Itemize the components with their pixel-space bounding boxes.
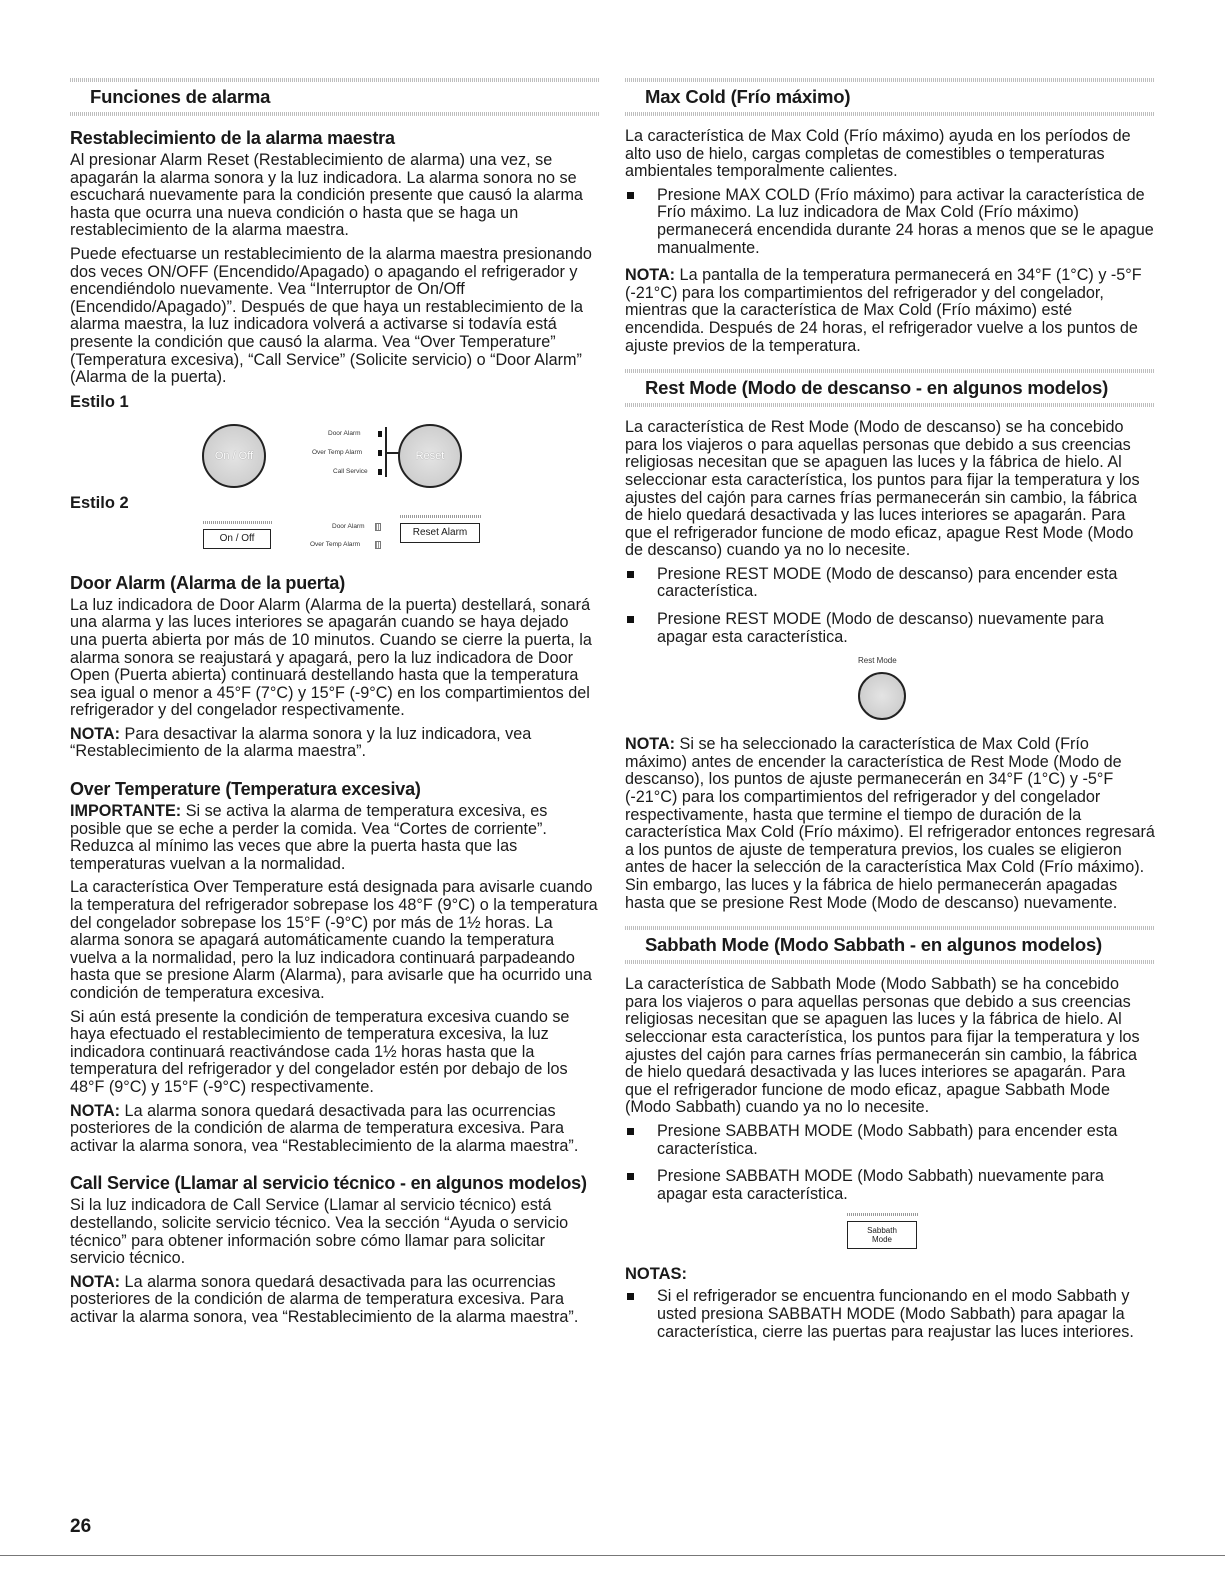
paragraph: Al presionar Alarm Reset (Restablecimiento de alarma) una vez, se apagarán la alarma sonora y la luz indicadora. La alarma sonora no se escuchará nuevamente para la condición presente que causó la alarma hasta que ocurra una nueva condición o hasta que se haga un restablecimiento de la alarma maestra. — [70, 151, 583, 240]
section-title: Rest Mode (Modo de descanso - en algunos modelos) — [645, 377, 1109, 399]
paragraph: La característica de Sabbath Mode (Modo Sabbath) se ha concebido para los viajeros o para aquellas personas que debido a sus creencias religiosas necesitan que se apaguen las luces y la fábrica de hielo. Al seleccionar esta característica, los puntos para fijar la temperatura y los ajustes del cajón para carnes frías permanecerán sin cambio, la fábrica de hielo quedará desactivada y las luces interiores se apagarán. Para que el refrigerador funcione de modo eficaz, apague Sabbath Mode (Modo Sabbath) cuando ya no lo necesite. — [625, 975, 1140, 1117]
sabbath-mode-button[interactable]: Sabbath Mode — [847, 1221, 917, 1249]
list-item: Presione REST MODE (Modo de descanso) nuevamente para apagar esta característica. — [625, 611, 1155, 646]
note-paragraph: NOTA: La alarma sonora quedará desactivada para las ocurrencias posteriores de la condición de alarma de temperatura excesiva. Para activar la alarma sonora, vea “Restablecimiento de la alarma maestra”. — [70, 1101, 579, 1155]
call-service-label: Call Service — [333, 467, 368, 475]
left-column — [70, 70, 600, 1333]
bullet-list — [625, 187, 1155, 257]
rest-mode-label: Rest Mode — [858, 656, 897, 666]
bullet-list — [625, 1288, 1155, 1341]
right-column — [625, 70, 1155, 1351]
list-item: Presione MAX COLD (Frío máximo) para activar la característica de Frío máximo. La luz indicadora de Max Cold (Frío máximo) permanecerá encendida durante 24 horas a menos que se le apague manualmente. — [625, 187, 1155, 257]
paragraph: La característica de Rest Mode (Modo de descanso) se ha concebido para los viajeros o para aquellas personas que debido a sus creencias religiosas necesitan que se apaguen las luces y la fábrica de hielo. Al seleccionar esta característica, los puntos para fijar la temperatura y los ajustes del cajón para carnes frías permanecerán sin cambio, la fábrica de hielo quedará desactivada y las luces interiores se apagarán. Para que el refrigerador funcione de modo eficaz, apague Rest Mode (Modo de descanso) cuando ya no lo necesite. — [625, 418, 1140, 560]
list-item: Si el refrigerador se encuentra funcionando en el modo Sabbath y usted presiona SABBATH MODE (Modo Sabbath) para apagar la característica, cierre las puertas para reajustar las luces interiores. — [625, 1288, 1155, 1341]
note-paragraph: NOTA: Si se ha seleccionado la característica de Max Cold (Frío máximo) antes de encender la característica de Rest Mode (Modo de descanso), los puntos de ajuste permanecerán en 34°F (1°C) y -5°F (-21°C) para los compartimientos del refrigerador y del congelador respectivamente, hasta que termine el tiempo de duración de la característica Max Cold (Frío máximo). El refrigerador entonces regresará a los puntos de ajuste de temperatura previos, los cuales se eligieron antes de hacer la selección de la característica Max Cold (Frío máximo). Sin embargo, las luces y la fábrica de hielo permanecerán apagadas hasta que se presione Rest Mode (Modo de descanso) nuevamente. — [625, 735, 1155, 912]
paragraph: Si la luz indicadora de Call Service (Llamar al servicio técnico) está destellando, solicite servicio técnico. Vea la sección “Ayuda o servicio técnico” para obtener información sobre cómo llamar para solicitar servicio técnico. — [70, 1196, 569, 1268]
heading-door-alarm: Door Alarm (Alarma de la puerta) — [70, 572, 345, 593]
list-item: Presione SABBATH MODE (Modo Sabbath) para encender esta característica. — [625, 1123, 1155, 1158]
note-paragraph: NOTA: La alarma sonora quedará desactivada para las ocurrencias posteriores de la condición de alarma de temperatura excesiva. Para activar la alarma sonora, vea “Restablecimiento de la alarma maestra”. — [70, 1272, 579, 1326]
reset-alarm-button[interactable]: Reset Alarm — [400, 523, 480, 543]
section-title: Sabbath Mode (Modo Sabbath - en algunos modelos) — [645, 934, 1103, 956]
over-temp-label: Over Temp Alarm — [312, 448, 363, 456]
sabbath-mode-panel — [625, 1213, 1155, 1259]
bullet-list — [625, 1123, 1155, 1203]
style1-label: Estilo 1 — [70, 392, 129, 411]
note-paragraph: NOTA: Para desactivar la alarma sonora y la luz indicadora, vea “Restablecimiento de la alarma maestra”. — [70, 724, 532, 761]
section-header-max-cold — [625, 70, 1155, 122]
rest-mode-button[interactable] — [858, 672, 906, 720]
over-temp-label: Over Temp Alarm — [310, 540, 361, 548]
over-temp-indicator — [375, 541, 381, 549]
list-item: Presione REST MODE (Modo de descanso) para encender esta característica. — [625, 566, 1155, 601]
paragraph: Puede efectuarse un restablecimiento de la alarma maestra presionando dos veces ON/OFF (Encendido/Apagado) o apagando el refrigerador y encendiéndolo nuevamente. Vea “Interruptor de On/Off (Encendido/Apagado)”. Después de que haya un restablecimiento de la alarma maestra, la luz indicadora volverá a activarse si todavía está presente la condición que causó la alarma. Vea “Over Temperature” (Temperatura excesiva), “Call Service” (Solicite servicio) o “Door Alarm” (Alarma de la puerta). — [70, 244, 592, 387]
door-alarm-label: Door Alarm — [328, 429, 361, 437]
section-header-rest-mode — [625, 361, 1155, 413]
important-paragraph: IMPORTANTE: Si se activa la alarma de temperatura excesiva, es posible que se eche a perder la comida. Vea “Cortes de corriente”. Reduzca al mínimo las veces que abre la puerta hasta que las temperaturas vuelvan a la normalidad. — [70, 802, 548, 873]
notes-label: NOTAS: — [625, 1265, 688, 1284]
on-off-button[interactable]: On / Off — [203, 529, 271, 549]
bottom-rule — [0, 1555, 1225, 1556]
rest-mode-panel — [625, 656, 1155, 736]
note-paragraph: NOTA: La pantalla de la temperatura permanecerá en 34°F (1°C) y -5°F (-21°C) para los compartimientos del refrigerador y del congelador, mientras que la característica de Max Cold (Frío máximo) esté encendida. Después de 24 horas, el refrigerador vuelve a los puntos de ajuste previos de la temperatura. — [625, 266, 1142, 355]
heading-over-temperature: Over Temperature (Temperatura excesiva) — [70, 779, 421, 800]
on-off-button[interactable]: On / Off — [202, 424, 266, 488]
paragraph: La característica Over Temperature está designada para avisarle cuando la temperatura del refrigerador sobrepase los 48°F (9°C) o la temperatura del congelador sobrepase los 15°F (-9°C) por más de 1½ horas. La alarma sonora se apagará automáticamente cuando la temperatura vuelva a la normalidad, pero la luz indicadora continuará parpadeando hasta que se presione Alarm (Alarma), para avisarle que ha ocurrido una condición de temperatura excesiva. — [70, 878, 598, 1002]
style2-label: Estilo 2 — [70, 493, 129, 512]
paragraph: Si aún está presente la condición de temperatura excesiva cuando se haya efectuado el restablecimiento de temperatura excesiva, la luz indicadora continuará reactivándose cada 1½ horas hasta que la temperatura del refrigerador y del congelador estén por debajo de los 48°F (9°C) y 15°F (-9°C) respectivamente. — [70, 1007, 570, 1096]
door-alarm-indicator — [375, 523, 381, 531]
reset-button[interactable]: Reset — [398, 424, 462, 488]
list-item: Presione SABBATH MODE (Modo Sabbath) nuevamente para apagar esta característica. — [625, 1168, 1155, 1203]
section-title: Funciones de alarma — [90, 86, 271, 107]
paragraph: La luz indicadora de Door Alarm (Alarma de la puerta) destellará, sonará una alarma y las luces interiores se apagarán cuando se haya dejado una puerta abierta por más de 10 minutos. Cuando se cierre la puerta, la alarma sonora se reajustará y apagará, pero la luz indicadora de Door Open (Puerta abierta) continuará destellando hasta que la temperatura sea igual o menor a 45°F (7°C) y 15°F (-9°C) en los compartimientos del refrigerador y del congelador respectivamente. — [70, 595, 592, 720]
paragraph: La característica de Max Cold (Frío máximo) ayuda en los períodos de alto uso de hielo, cargas completas de comestibles o temperaturas ambientales temporalmente calientes. — [625, 127, 1131, 181]
door-alarm-label: Door Alarm — [332, 522, 365, 530]
control-panel-style2 — [70, 513, 600, 563]
section-header-sabbath-mode — [625, 918, 1155, 970]
over-temp-indicator — [378, 450, 382, 456]
control-panel-style1 — [70, 412, 600, 502]
call-service-indicator — [378, 469, 382, 475]
section-header-alarm — [70, 70, 600, 122]
bullet-list — [625, 566, 1155, 646]
heading-call-service: Call Service (Llamar al servicio técnico - en algunos modelos) — [70, 1173, 587, 1194]
page-number: 26 — [70, 1516, 92, 1537]
section-title: Max Cold (Frío máximo) — [645, 86, 851, 107]
heading-master-reset: Restablecimiento de la alarma maestra — [70, 128, 395, 148]
door-alarm-indicator — [378, 431, 382, 437]
